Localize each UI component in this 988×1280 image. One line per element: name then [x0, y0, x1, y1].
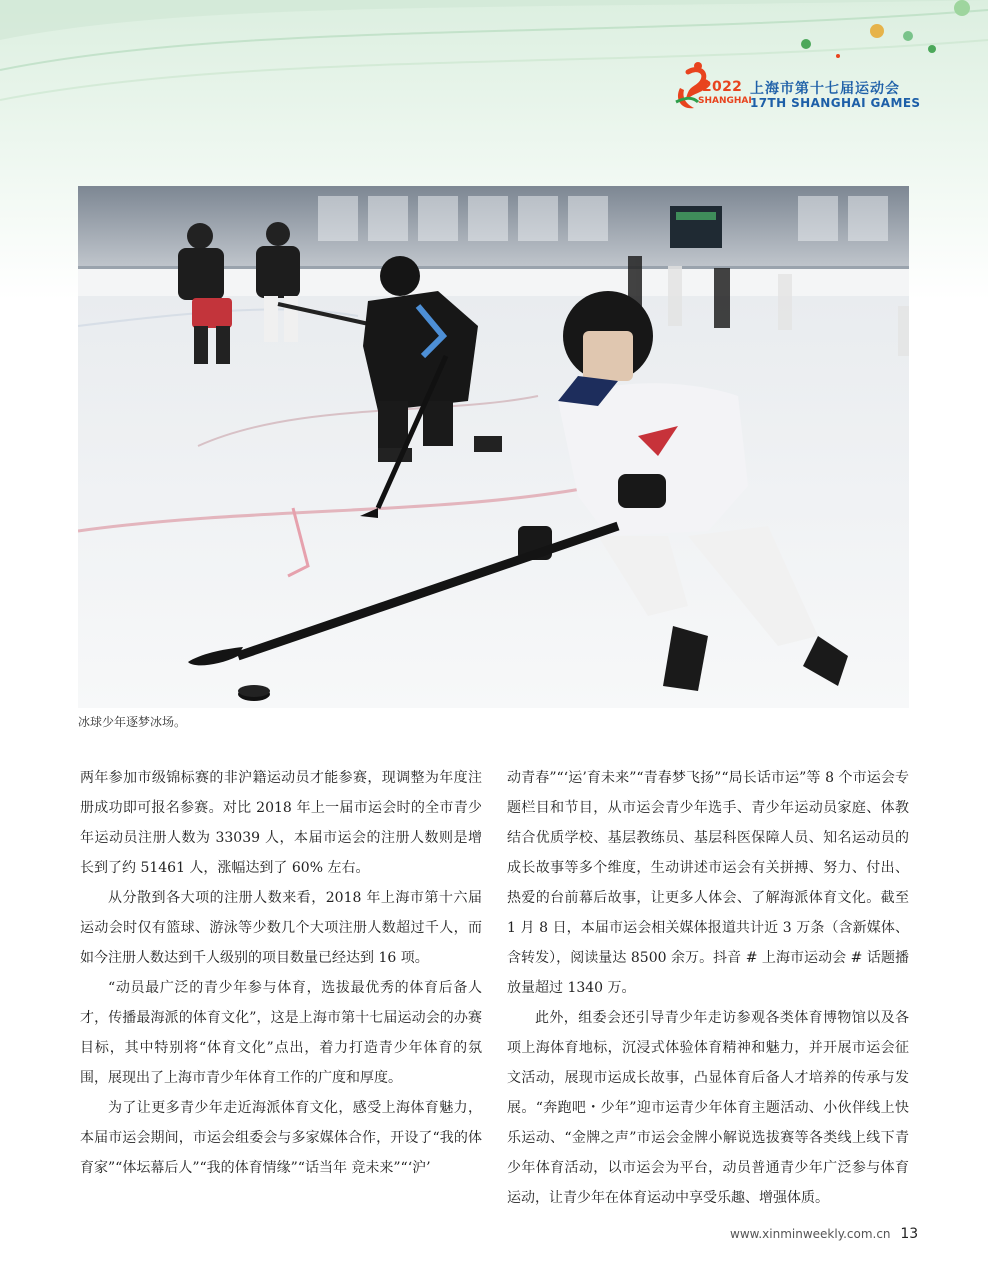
logo-title-en: 17TH SHANGHAI GAMES: [750, 96, 921, 110]
paragraph: 为了让更多青少年走近海派体育文化，感受上海体育魅力，本届市运会期间，市运会组委会与多家媒体合作，开设了“我的体育家”“体坛幕后人”“我的体育情缘”“话当年 竞未来”“‘沪’: [80, 1100, 482, 1176]
photo-caption: 冰球少年逐梦冰场。: [78, 715, 187, 729]
paragraph: 从分散到各大项的注册人数来看，2018 年上海市第十六届运动会时仅有篮球、游泳等少数几个大项注册人数超过千人，而如今注册人数达到千人级别的项目数量已经达到 16 项。: [80, 890, 482, 966]
paragraph: “动员最广泛的青少年参与体育，选拔最优秀的体育后备人才，传播最海派的体育文化”，这是上海市第十七届运动会的办赛目标，其中特别将“体育文化”点出，着力打造青少年体育的氛围，展现出了上海市青少年体育工作的广度和厚度。: [80, 980, 482, 1086]
logo-city: SHANGHAI: [698, 96, 752, 106]
paragraph: 此外，组委会还引导青少年走访参观各类体育博物馆以及各项上海体育地标，沉浸式体验体育精神和魅力，并开展市运会征文活动，展现市运成长故事，凸显体育后备人才培养的传承与发展。“奔跑吧・少年”迎市运青少年体育主题活动、小伙伴线上快乐运动、“金牌之声”市运会金牌小解说选拔赛等各类线上线下青少年体育活动，以市运会为平台，动员普通青少年广泛参与体育运动，让青少年在体育运动中享受乐趣、增强体质。: [507, 1010, 909, 1206]
article-column-left: [80, 763, 482, 1183]
logo-year: 2022: [702, 79, 743, 95]
page-number: 13: [900, 1226, 919, 1242]
photo-illustration: [78, 186, 909, 708]
paragraph: 动青春”“‘运’育未来”“青春梦飞扬”“局长话市运”等 8 个市运会专题栏目和节目，从市运会青少年选手、青少年运动员家庭、体教结合优质学校、基层教练员、基层科医保障人员、知名运动员的成长故事等多个维度，生动讲述市运会有关拼搏、努力、付出、热爱的台前幕后故事，让更多人体会、了解海派体育文化。截至 1 月 8 日，本届市运会相关媒体报道共计近 3 万条（含新媒体、含转发），阅读量达 8500 余万。抖音 # 上海市运动会 # 话题播放量超过 1340 万。: [507, 770, 909, 996]
page-footer: [730, 1226, 918, 1242]
games-logo: [668, 58, 921, 118]
footer-url: www.xinminweekly.com.cn: [730, 1227, 891, 1241]
paragraph: 两年参加市级锦标赛的非沪籍运动员才能参赛，现调整为年度注册成功即可报名参赛。对比 2018 年上一届市运会时的全市青少年运动员注册人数为 33039 人，本届市运会的注册人数则是增长到了约 51461 人，涨幅达到了 60% 左右。: [80, 770, 482, 876]
ice-hockey-photo: [78, 186, 909, 708]
article-column-right: [507, 763, 909, 1213]
logo-title-cn: 上海市第十七届运动会: [750, 81, 900, 97]
